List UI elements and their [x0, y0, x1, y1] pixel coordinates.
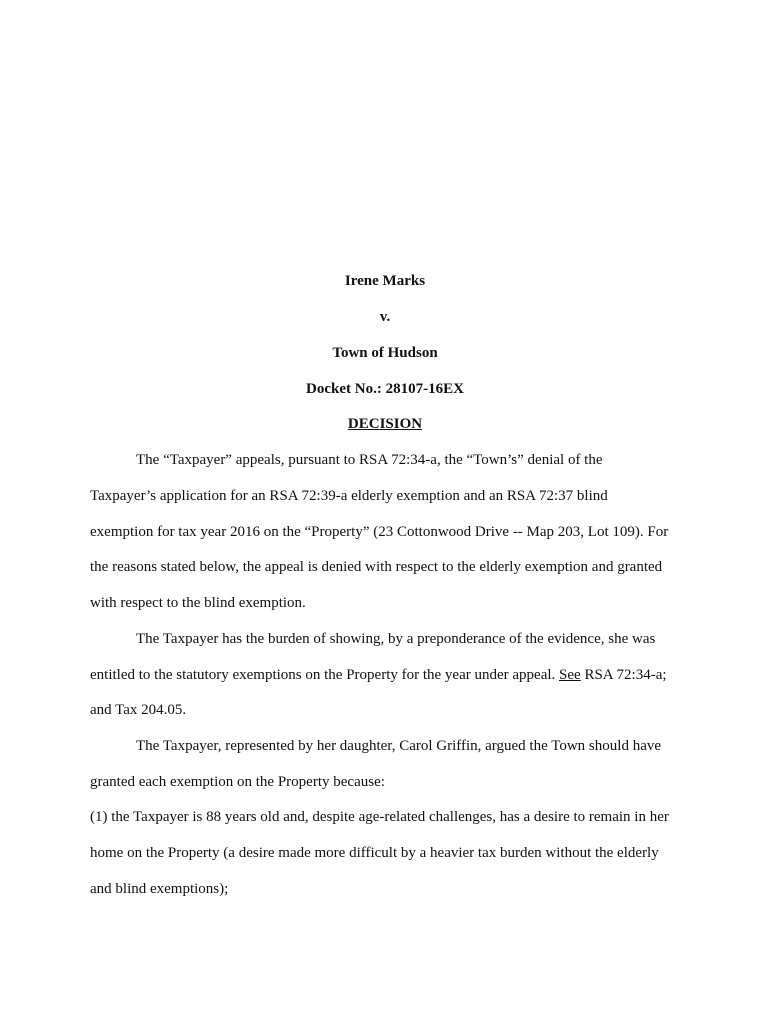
decision-heading: [0, 415, 770, 433]
town-name: Town of Hudson: [332, 345, 438, 361]
paragraph3-line1: The Taxpayer, represented by her daughter, Carol Griffin, argued the Town should have: [136, 738, 662, 754]
paragraph1-line3: exemption for tax year 2016 on the “Property” (23 Cottonwood Drive -- Map 203, Lot 109). For: [90, 524, 669, 540]
list-item1-line2: home on the Property (a desire made more difficult by a heavier tax burden without the elderly: [90, 845, 659, 861]
list-item1-line1: (1) the Taxpayer is 88 years old and, despite age-related challenges, has a desire to remain in her: [90, 809, 669, 825]
paragraph1-line5: with respect to the blind exemption.: [90, 595, 306, 611]
paragraph2-line2-post: RSA 72:34-a;: [580, 667, 667, 683]
list-item1-line3: and blind exemptions);: [90, 881, 229, 897]
decision-heading-text: DECISION: [347, 416, 423, 432]
paragraph1-line1: The “Taxpayer” appeals, pursuant to RSA 72:34-a, the “Town’s” denial of the: [136, 452, 603, 468]
versus-label: v.: [379, 309, 391, 325]
paragraph2-line2: [90, 666, 667, 684]
paragraph2-line1: The Taxpayer has the burden of showing, by a preponderance of the evidence, she was: [136, 631, 656, 647]
paragraph3-line2: granted each exemption on the Property because:: [90, 774, 385, 790]
paragraph2-line2-pre: entitled to the statutory exemptions on the Property for the year under appeal.: [90, 667, 560, 683]
paragraph1-line4: the reasons stated below, the appeal is denied with respect to the elderly exemption and granted: [90, 559, 663, 575]
paragraph1-line2: Taxpayer’s application for an RSA 72:39-a elderly exemption and an RSA 72:37 blind: [90, 488, 608, 504]
see-citation-signal: See: [559, 667, 581, 683]
docket-number: Docket No.: 28107-16EX: [306, 381, 464, 397]
paragraph2-line3: and Tax 204.05.: [90, 702, 187, 718]
taxpayer-name: Irene Marks: [344, 273, 426, 289]
